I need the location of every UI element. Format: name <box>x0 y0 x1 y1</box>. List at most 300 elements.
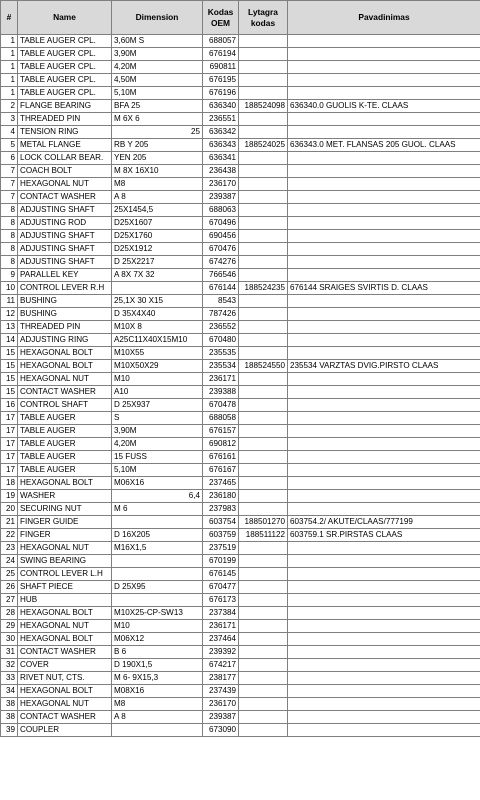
cell-num[interactable]: 8 <box>1 217 18 230</box>
header-num[interactable]: # <box>1 1 18 35</box>
cell-num[interactable]: 27 <box>1 594 18 607</box>
cell-pavadinimas[interactable] <box>288 386 480 399</box>
cell-dimension[interactable] <box>112 568 203 581</box>
cell-name[interactable]: BUSHING <box>18 295 112 308</box>
cell-kodas-oem[interactable]: 238177 <box>203 672 239 685</box>
cell-pavadinimas[interactable] <box>288 295 480 308</box>
table-row[interactable] <box>1 490 480 503</box>
cell-num[interactable]: 2 <box>1 100 18 113</box>
cell-lytagra-kodas[interactable] <box>239 711 288 724</box>
cell-pavadinimas[interactable] <box>288 204 480 217</box>
cell-lytagra-kodas[interactable] <box>239 646 288 659</box>
cell-dimension[interactable]: D 16X205 <box>112 529 203 542</box>
cell-kodas-oem[interactable]: 688063 <box>203 204 239 217</box>
cell-lytagra-kodas[interactable] <box>239 243 288 256</box>
cell-lytagra-kodas[interactable] <box>239 126 288 139</box>
cell-dimension[interactable]: YEN 205 <box>112 152 203 165</box>
table-row[interactable] <box>1 35 480 48</box>
cell-name[interactable]: FLANGE BEARING <box>18 100 112 113</box>
cell-pavadinimas[interactable] <box>288 607 480 620</box>
cell-kodas-oem[interactable]: 690456 <box>203 230 239 243</box>
table-row[interactable] <box>1 438 480 451</box>
cell-kodas-oem[interactable]: 676157 <box>203 425 239 438</box>
cell-dimension[interactable]: D25X1607 <box>112 217 203 230</box>
cell-dimension[interactable]: A 8 <box>112 191 203 204</box>
cell-num[interactable]: 15 <box>1 360 18 373</box>
cell-num[interactable]: 7 <box>1 165 18 178</box>
cell-pavadinimas[interactable] <box>288 321 480 334</box>
cell-name[interactable]: TABLE AUGER CPL. <box>18 35 112 48</box>
cell-kodas-oem[interactable]: 239392 <box>203 646 239 659</box>
cell-kodas-oem[interactable]: 236551 <box>203 113 239 126</box>
cell-kodas-oem[interactable]: 670476 <box>203 243 239 256</box>
cell-pavadinimas[interactable] <box>288 399 480 412</box>
cell-dimension[interactable]: A25C11X40X15M10 <box>112 334 203 347</box>
cell-kodas-oem[interactable]: 636343 <box>203 139 239 152</box>
cell-name[interactable]: FINGER GUIDE <box>18 516 112 529</box>
cell-pavadinimas[interactable] <box>288 477 480 490</box>
cell-num[interactable]: 23 <box>1 542 18 555</box>
cell-lytagra-kodas[interactable] <box>239 334 288 347</box>
cell-dimension[interactable]: D 35X4X40 <box>112 308 203 321</box>
cell-dimension[interactable]: D 190X1,5 <box>112 659 203 672</box>
cell-pavadinimas[interactable] <box>288 191 480 204</box>
cell-name[interactable]: TABLE AUGER <box>18 425 112 438</box>
cell-dimension[interactable]: M10 <box>112 620 203 633</box>
cell-kodas-oem[interactable]: 670480 <box>203 334 239 347</box>
cell-lytagra-kodas[interactable] <box>239 659 288 672</box>
cell-lytagra-kodas[interactable] <box>239 48 288 61</box>
table-row[interactable] <box>1 204 480 217</box>
cell-lytagra-kodas[interactable] <box>239 633 288 646</box>
cell-dimension[interactable]: S <box>112 412 203 425</box>
cell-pavadinimas[interactable] <box>288 451 480 464</box>
cell-pavadinimas[interactable] <box>288 87 480 100</box>
cell-lytagra-kodas[interactable] <box>239 503 288 516</box>
cell-name[interactable]: ADJUSTING ROD <box>18 217 112 230</box>
cell-num[interactable]: 29 <box>1 620 18 633</box>
cell-num[interactable]: 7 <box>1 191 18 204</box>
cell-pavadinimas[interactable] <box>288 503 480 516</box>
cell-num[interactable]: 15 <box>1 373 18 386</box>
cell-num[interactable]: 31 <box>1 646 18 659</box>
table-row[interactable] <box>1 334 480 347</box>
cell-kodas-oem[interactable]: 236171 <box>203 620 239 633</box>
cell-dimension[interactable]: M06X12 <box>112 633 203 646</box>
cell-dimension[interactable] <box>112 555 203 568</box>
cell-kodas-oem[interactable]: 603759 <box>203 529 239 542</box>
table-row[interactable] <box>1 646 480 659</box>
table-row[interactable] <box>1 243 480 256</box>
cell-dimension[interactable]: A 8 <box>112 711 203 724</box>
cell-pavadinimas[interactable]: 636343.0 MET. FLANSAS 205 GUOL. CLAAS <box>288 139 480 152</box>
cell-lytagra-kodas[interactable] <box>239 594 288 607</box>
header-kodas-oem[interactable]: Kodas OEM <box>203 1 239 35</box>
cell-num[interactable]: 12 <box>1 308 18 321</box>
cell-dimension[interactable] <box>112 516 203 529</box>
table-row[interactable] <box>1 581 480 594</box>
cell-num[interactable]: 1 <box>1 87 18 100</box>
cell-name[interactable]: HUB <box>18 594 112 607</box>
cell-dimension[interactable]: 25X1454,5 <box>112 204 203 217</box>
cell-num[interactable]: 28 <box>1 607 18 620</box>
cell-name[interactable]: BUSHING <box>18 308 112 321</box>
cell-pavadinimas[interactable] <box>288 646 480 659</box>
cell-num[interactable]: 3 <box>1 113 18 126</box>
cell-pavadinimas[interactable] <box>288 711 480 724</box>
cell-kodas-oem[interactable]: 237464 <box>203 633 239 646</box>
cell-dimension[interactable]: 3,90M <box>112 425 203 438</box>
table-row[interactable] <box>1 178 480 191</box>
cell-pavadinimas[interactable] <box>288 178 480 191</box>
cell-kodas-oem[interactable]: 237384 <box>203 607 239 620</box>
cell-dimension[interactable]: M8 <box>112 698 203 711</box>
cell-pavadinimas[interactable]: 603754.2/ AKUTE/CLAAS/777199 <box>288 516 480 529</box>
cell-num[interactable]: 15 <box>1 386 18 399</box>
cell-name[interactable]: HEXAGONAL BOLT <box>18 360 112 373</box>
table-row[interactable] <box>1 230 480 243</box>
table-row[interactable] <box>1 373 480 386</box>
cell-lytagra-kodas[interactable] <box>239 256 288 269</box>
cell-pavadinimas[interactable] <box>288 555 480 568</box>
cell-name[interactable]: COVER <box>18 659 112 672</box>
cell-num[interactable]: 18 <box>1 477 18 490</box>
cell-pavadinimas[interactable] <box>288 35 480 48</box>
cell-lytagra-kodas[interactable] <box>239 373 288 386</box>
cell-lytagra-kodas[interactable] <box>239 74 288 87</box>
cell-lytagra-kodas[interactable] <box>239 386 288 399</box>
cell-pavadinimas[interactable] <box>288 126 480 139</box>
cell-pavadinimas[interactable] <box>288 724 480 737</box>
table-row[interactable] <box>1 633 480 646</box>
cell-lytagra-kodas[interactable] <box>239 295 288 308</box>
cell-pavadinimas[interactable] <box>288 698 480 711</box>
cell-name[interactable]: CONTACT WASHER <box>18 191 112 204</box>
cell-name[interactable]: ADJUSTING SHAFT <box>18 256 112 269</box>
cell-kodas-oem[interactable]: 690811 <box>203 61 239 74</box>
cell-name[interactable]: COACH BOLT <box>18 165 112 178</box>
cell-kodas-oem[interactable]: 239388 <box>203 386 239 399</box>
cell-num[interactable]: 5 <box>1 139 18 152</box>
cell-name[interactable]: TABLE AUGER <box>18 438 112 451</box>
cell-num[interactable]: 20 <box>1 503 18 516</box>
cell-name[interactable]: HEXAGONAL BOLT <box>18 477 112 490</box>
cell-lytagra-kodas[interactable] <box>239 425 288 438</box>
table-row[interactable] <box>1 620 480 633</box>
table-row[interactable] <box>1 347 480 360</box>
cell-kodas-oem[interactable]: 676195 <box>203 74 239 87</box>
table-row[interactable] <box>1 126 480 139</box>
cell-num[interactable]: 8 <box>1 243 18 256</box>
header-lytagra-kodas[interactable]: Lytagra kodas <box>239 1 288 35</box>
header-dimension[interactable]: Dimension <box>112 1 203 35</box>
cell-pavadinimas[interactable] <box>288 581 480 594</box>
cell-pavadinimas[interactable] <box>288 347 480 360</box>
cell-num[interactable]: 8 <box>1 256 18 269</box>
cell-pavadinimas[interactable] <box>288 113 480 126</box>
cell-dimension[interactable]: M16X1,5 <box>112 542 203 555</box>
cell-num[interactable]: 1 <box>1 35 18 48</box>
cell-dimension[interactable]: M10X25-CP-SW13 <box>112 607 203 620</box>
cell-num[interactable]: 24 <box>1 555 18 568</box>
cell-lytagra-kodas[interactable]: 188524235 <box>239 282 288 295</box>
cell-name[interactable]: THREADED PIN <box>18 113 112 126</box>
cell-name[interactable]: SHAFT PIECE <box>18 581 112 594</box>
cell-name[interactable]: CONTACT WASHER <box>18 711 112 724</box>
cell-kodas-oem[interactable]: 236170 <box>203 698 239 711</box>
cell-pavadinimas[interactable] <box>288 685 480 698</box>
cell-num[interactable]: 10 <box>1 282 18 295</box>
cell-pavadinimas[interactable] <box>288 542 480 555</box>
cell-num[interactable]: 14 <box>1 334 18 347</box>
table-row[interactable] <box>1 529 480 542</box>
cell-num[interactable]: 38 <box>1 698 18 711</box>
cell-dimension[interactable]: 15 FUSS <box>112 451 203 464</box>
cell-name[interactable]: SWING BEARING <box>18 555 112 568</box>
cell-kodas-oem[interactable]: 676196 <box>203 87 239 100</box>
cell-pavadinimas[interactable] <box>288 659 480 672</box>
cell-num[interactable]: 17 <box>1 438 18 451</box>
table-row[interactable] <box>1 217 480 230</box>
cell-pavadinimas[interactable]: 636340.0 GUOLIS K-TE. CLAAS <box>288 100 480 113</box>
cell-num[interactable]: 16 <box>1 399 18 412</box>
cell-dimension[interactable]: M 6 <box>112 503 203 516</box>
cell-dimension[interactable]: 6,4 <box>112 490 203 503</box>
table-row[interactable] <box>1 568 480 581</box>
table-row[interactable] <box>1 152 480 165</box>
cell-lytagra-kodas[interactable] <box>239 672 288 685</box>
table-row[interactable] <box>1 698 480 711</box>
table-row[interactable] <box>1 464 480 477</box>
cell-dimension[interactable]: M 6- 9X15,3 <box>112 672 203 685</box>
cell-lytagra-kodas[interactable] <box>239 724 288 737</box>
cell-kodas-oem[interactable]: 237519 <box>203 542 239 555</box>
cell-kodas-oem[interactable]: 670199 <box>203 555 239 568</box>
cell-pavadinimas[interactable] <box>288 490 480 503</box>
cell-kodas-oem[interactable]: 676194 <box>203 48 239 61</box>
cell-pavadinimas[interactable] <box>288 308 480 321</box>
cell-name[interactable]: TABLE AUGER CPL. <box>18 74 112 87</box>
table-row[interactable] <box>1 61 480 74</box>
cell-num[interactable]: 6 <box>1 152 18 165</box>
cell-kodas-oem[interactable]: 676145 <box>203 568 239 581</box>
cell-num[interactable]: 19 <box>1 490 18 503</box>
table-row[interactable] <box>1 477 480 490</box>
cell-kodas-oem[interactable]: 674276 <box>203 256 239 269</box>
cell-pavadinimas[interactable] <box>288 620 480 633</box>
table-row[interactable] <box>1 555 480 568</box>
cell-name[interactable]: HEXAGONAL BOLT <box>18 685 112 698</box>
table-row[interactable] <box>1 113 480 126</box>
cell-name[interactable]: TABLE AUGER <box>18 412 112 425</box>
cell-pavadinimas[interactable] <box>288 412 480 425</box>
cell-name[interactable]: ADJUSTING SHAFT <box>18 243 112 256</box>
header-pavadinimas[interactable]: Pavadinimas <box>288 1 480 35</box>
cell-lytagra-kodas[interactable] <box>239 399 288 412</box>
cell-num[interactable]: 32 <box>1 659 18 672</box>
cell-kodas-oem[interactable]: 676173 <box>203 594 239 607</box>
cell-pavadinimas[interactable] <box>288 334 480 347</box>
cell-dimension[interactable]: D 25X937 <box>112 399 203 412</box>
cell-dimension[interactable]: 4,50M <box>112 74 203 87</box>
table-row[interactable] <box>1 87 480 100</box>
cell-lytagra-kodas[interactable] <box>239 204 288 217</box>
cell-num[interactable]: 33 <box>1 672 18 685</box>
cell-lytagra-kodas[interactable] <box>239 165 288 178</box>
cell-lytagra-kodas[interactable]: 188501270 <box>239 516 288 529</box>
cell-dimension[interactable]: B 6 <box>112 646 203 659</box>
cell-pavadinimas[interactable]: 676144 SRAIGES SVIRTIS D. CLAAS <box>288 282 480 295</box>
cell-pavadinimas[interactable] <box>288 594 480 607</box>
cell-name[interactable]: LOCK COLLAR BEAR. <box>18 152 112 165</box>
cell-dimension[interactable]: M10X50X29 <box>112 360 203 373</box>
cell-name[interactable]: METAL FLANGE <box>18 139 112 152</box>
cell-dimension[interactable]: D25X1760 <box>112 230 203 243</box>
cell-kodas-oem[interactable]: 236171 <box>203 373 239 386</box>
cell-name[interactable]: TABLE AUGER CPL. <box>18 61 112 74</box>
table-row[interactable] <box>1 672 480 685</box>
cell-kodas-oem[interactable]: 636340 <box>203 100 239 113</box>
cell-lytagra-kodas[interactable] <box>239 451 288 464</box>
cell-lytagra-kodas[interactable]: 188511122 <box>239 529 288 542</box>
cell-num[interactable]: 11 <box>1 295 18 308</box>
cell-dimension[interactable]: 5,10M <box>112 87 203 100</box>
cell-dimension[interactable] <box>112 724 203 737</box>
cell-pavadinimas[interactable]: 603759.1 SR.PIRSTAS CLAAS <box>288 529 480 542</box>
table-row[interactable] <box>1 659 480 672</box>
table-row[interactable] <box>1 412 480 425</box>
cell-name[interactable]: TABLE AUGER <box>18 451 112 464</box>
cell-dimension[interactable]: 25,1X 30 X15 <box>112 295 203 308</box>
cell-lytagra-kodas[interactable] <box>239 61 288 74</box>
cell-num[interactable]: 8 <box>1 204 18 217</box>
cell-pavadinimas[interactable] <box>288 438 480 451</box>
cell-name[interactable]: ADJUSTING SHAFT <box>18 230 112 243</box>
cell-pavadinimas[interactable] <box>288 672 480 685</box>
cell-kodas-oem[interactable]: 636341 <box>203 152 239 165</box>
cell-lytagra-kodas[interactable]: 188524025 <box>239 139 288 152</box>
cell-num[interactable]: 4 <box>1 126 18 139</box>
cell-kodas-oem[interactable]: 676167 <box>203 464 239 477</box>
cell-kodas-oem[interactable]: 236170 <box>203 178 239 191</box>
cell-lytagra-kodas[interactable] <box>239 269 288 282</box>
cell-name[interactable]: CONTACT WASHER <box>18 646 112 659</box>
cell-pavadinimas[interactable] <box>288 373 480 386</box>
table-row[interactable] <box>1 516 480 529</box>
cell-name[interactable]: CONTACT WASHER <box>18 386 112 399</box>
cell-lytagra-kodas[interactable] <box>239 412 288 425</box>
cell-pavadinimas[interactable] <box>288 217 480 230</box>
cell-dimension[interactable]: D 25X95 <box>112 581 203 594</box>
cell-kodas-oem[interactable]: 674217 <box>203 659 239 672</box>
cell-name[interactable]: HEXAGONAL BOLT <box>18 607 112 620</box>
cell-num[interactable]: 9 <box>1 269 18 282</box>
cell-name[interactable]: HEXAGONAL NUT <box>18 620 112 633</box>
table-row[interactable] <box>1 48 480 61</box>
cell-kodas-oem[interactable]: 235534 <box>203 360 239 373</box>
cell-name[interactable]: HEXAGONAL NUT <box>18 698 112 711</box>
cell-dimension[interactable]: 3,90M <box>112 48 203 61</box>
cell-pavadinimas[interactable] <box>288 269 480 282</box>
cell-lytagra-kodas[interactable] <box>239 555 288 568</box>
cell-name[interactable]: THREADED PIN <box>18 321 112 334</box>
cell-dimension[interactable]: M 8X 16X10 <box>112 165 203 178</box>
cell-lytagra-kodas[interactable] <box>239 113 288 126</box>
cell-dimension[interactable]: M10X 8 <box>112 321 203 334</box>
cell-dimension[interactable]: M10X55 <box>112 347 203 360</box>
cell-num[interactable]: 8 <box>1 230 18 243</box>
cell-name[interactable]: HEXAGONAL NUT <box>18 542 112 555</box>
table-row[interactable] <box>1 451 480 464</box>
cell-num[interactable]: 17 <box>1 451 18 464</box>
cell-kodas-oem[interactable]: 236180 <box>203 490 239 503</box>
cell-pavadinimas[interactable] <box>288 230 480 243</box>
cell-lytagra-kodas[interactable]: 188524550 <box>239 360 288 373</box>
cell-name[interactable]: TABLE AUGER CPL. <box>18 48 112 61</box>
cell-lytagra-kodas[interactable] <box>239 438 288 451</box>
cell-kodas-oem[interactable]: 670496 <box>203 217 239 230</box>
cell-pavadinimas[interactable] <box>288 568 480 581</box>
cell-pavadinimas[interactable] <box>288 61 480 74</box>
cell-lytagra-kodas[interactable] <box>239 685 288 698</box>
cell-kodas-oem[interactable]: 670478 <box>203 399 239 412</box>
cell-num[interactable]: 7 <box>1 178 18 191</box>
cell-name[interactable]: HEXAGONAL BOLT <box>18 347 112 360</box>
cell-pavadinimas[interactable] <box>288 633 480 646</box>
cell-lytagra-kodas[interactable] <box>239 191 288 204</box>
cell-kodas-oem[interactable]: 236438 <box>203 165 239 178</box>
cell-name[interactable]: WASHER <box>18 490 112 503</box>
table-row[interactable] <box>1 425 480 438</box>
cell-kodas-oem[interactable]: 603754 <box>203 516 239 529</box>
cell-dimension[interactable]: A 8X 7X 32 <box>112 269 203 282</box>
cell-name[interactable]: HEXAGONAL BOLT <box>18 633 112 646</box>
cell-pavadinimas[interactable] <box>288 48 480 61</box>
cell-lytagra-kodas[interactable] <box>239 152 288 165</box>
cell-dimension[interactable]: M10 <box>112 373 203 386</box>
table-row[interactable] <box>1 256 480 269</box>
cell-name[interactable]: ADJUSTING SHAFT <box>18 204 112 217</box>
cell-kodas-oem[interactable]: 676161 <box>203 451 239 464</box>
cell-num[interactable]: 1 <box>1 74 18 87</box>
cell-lytagra-kodas[interactable] <box>239 347 288 360</box>
header-name[interactable]: Name <box>18 1 112 35</box>
cell-num[interactable]: 17 <box>1 412 18 425</box>
cell-kodas-oem[interactable]: 787426 <box>203 308 239 321</box>
cell-dimension[interactable]: BFA 25 <box>112 100 203 113</box>
table-row[interactable] <box>1 295 480 308</box>
table-row[interactable] <box>1 360 480 373</box>
cell-name[interactable]: PARALLEL KEY <box>18 269 112 282</box>
cell-dimension[interactable]: A10 <box>112 386 203 399</box>
cell-num[interactable]: 26 <box>1 581 18 594</box>
cell-kodas-oem[interactable]: 236552 <box>203 321 239 334</box>
cell-dimension[interactable]: 5,10M <box>112 464 203 477</box>
cell-lytagra-kodas[interactable] <box>239 87 288 100</box>
cell-num[interactable]: 1 <box>1 48 18 61</box>
table-row[interactable] <box>1 399 480 412</box>
cell-kodas-oem[interactable]: 690812 <box>203 438 239 451</box>
cell-pavadinimas[interactable] <box>288 256 480 269</box>
cell-kodas-oem[interactable]: 670477 <box>203 581 239 594</box>
cell-kodas-oem[interactable]: 237439 <box>203 685 239 698</box>
cell-name[interactable]: TENSION RING <box>18 126 112 139</box>
table-row[interactable] <box>1 386 480 399</box>
cell-lytagra-kodas[interactable] <box>239 321 288 334</box>
cell-num[interactable]: 17 <box>1 464 18 477</box>
cell-dimension[interactable] <box>112 282 203 295</box>
cell-name[interactable]: FINGER <box>18 529 112 542</box>
